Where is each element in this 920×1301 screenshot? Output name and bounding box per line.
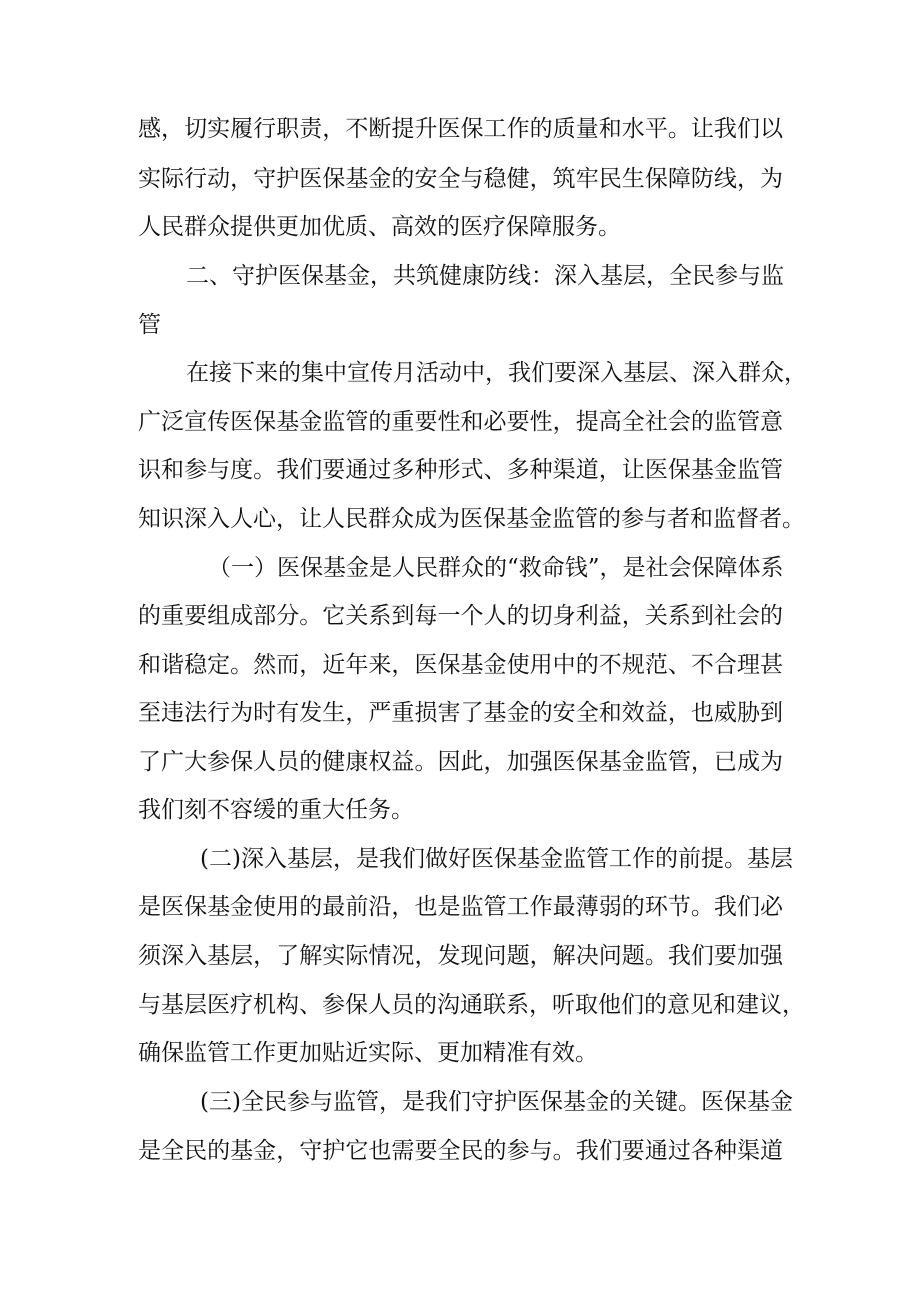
text-line: 知识深入人心，让人民群众成为医保基金监管的参与者和监督者。 <box>138 506 805 532</box>
paragraph-3-line-4 <box>0 693 920 733</box>
text-line: (二)深入基层，是我们做好医保基金监管工作的前提。基层 <box>200 846 793 872</box>
section-heading-line-1 <box>0 256 920 296</box>
paragraph-1-line-1 <box>0 109 920 149</box>
text-line: 人民群众提供更加优质、高效的医疗保障服务。 <box>138 214 621 240</box>
paragraph-3-line-1 <box>0 548 920 588</box>
section-heading: 二、守护医保基金，共筑健康防线：深入基层，全民参与监 <box>186 263 784 289</box>
text-line: 与基层医疗机构、参保人员的沟通联系，听取他们的意见和建议， <box>138 992 805 1018</box>
paragraph-5-line-1 <box>0 1082 920 1122</box>
paragraph-2-line-1 <box>0 353 920 393</box>
paragraph-4-line-3 <box>0 936 920 976</box>
text-line: 在接下来的集中宣传月活动中，我们要深入基层、深入群众， <box>186 360 807 386</box>
text-line: （一）医保基金是人民群众的“救命钱”，是社会保障体系 <box>208 555 784 581</box>
text-line: 确保监管工作更加贴近实际、更加精准有效。 <box>138 1040 598 1066</box>
paragraph-4-line-2 <box>0 887 920 927</box>
paragraph-2-line-2 <box>0 402 920 442</box>
paragraph-4-line-5 <box>0 1033 920 1073</box>
paragraph-1-line-2 <box>0 159 920 199</box>
paragraph-2-line-4 <box>0 499 920 539</box>
section-heading: 管 <box>138 312 161 338</box>
text-line: (三)全民参与监管，是我们守护医保基金的关键。医保基金 <box>200 1089 793 1115</box>
paragraph-3-line-2 <box>0 596 920 636</box>
text-line: 了广大参保人员的健康权益。因此，加强医保基金监管，已成为 <box>138 749 783 775</box>
paragraph-4-line-4 <box>0 985 920 1025</box>
paragraph-5-line-2 <box>0 1131 920 1171</box>
paragraph-3-line-5 <box>0 742 920 782</box>
text-line: 广泛宣传医保基金监管的重要性和必要性，提高全社会的监管意 <box>138 409 783 435</box>
section-heading-line-2 <box>0 305 920 345</box>
text-line: 是医保基金使用的最前沿，也是监管工作最薄弱的环节。我们必 <box>138 894 783 920</box>
paragraph-3-line-6 <box>0 790 920 830</box>
text-line: 的重要组成部分。它关系到每一个人的切身利益，关系到社会的 <box>138 603 783 629</box>
text-line: 我们刻不容缓的重大任务。 <box>138 797 414 823</box>
text-line: 是全民的基金，守护它也需要全民的参与。我们要通过各种渠道 <box>138 1138 783 1164</box>
paragraph-3-line-3 <box>0 645 920 685</box>
paragraph-2-line-3 <box>0 450 920 490</box>
text-line: 实际行动，守护医保基金的安全与稳健，筑牢民生保障防线，为 <box>138 166 783 192</box>
text-line: 感，切实履行职责，不断提升医保工作的质量和水平。让我们以 <box>138 116 783 142</box>
text-line: 和谐稳定。然而，近年来，医保基金使用中的不规范、不合理甚 <box>138 652 783 678</box>
paragraph-1-line-3 <box>0 207 920 247</box>
text-line: 须深入基层，了解实际情况，发现问题，解决问题。我们要加强 <box>138 943 783 969</box>
text-line: 至违法行为时有发生，严重损害了基金的安全和效益，也威胁到 <box>138 700 783 726</box>
text-line: 识和参与度。我们要通过多种形式、多种渠道，让医保基金监管 <box>138 457 783 483</box>
paragraph-4-line-1 <box>0 839 920 879</box>
